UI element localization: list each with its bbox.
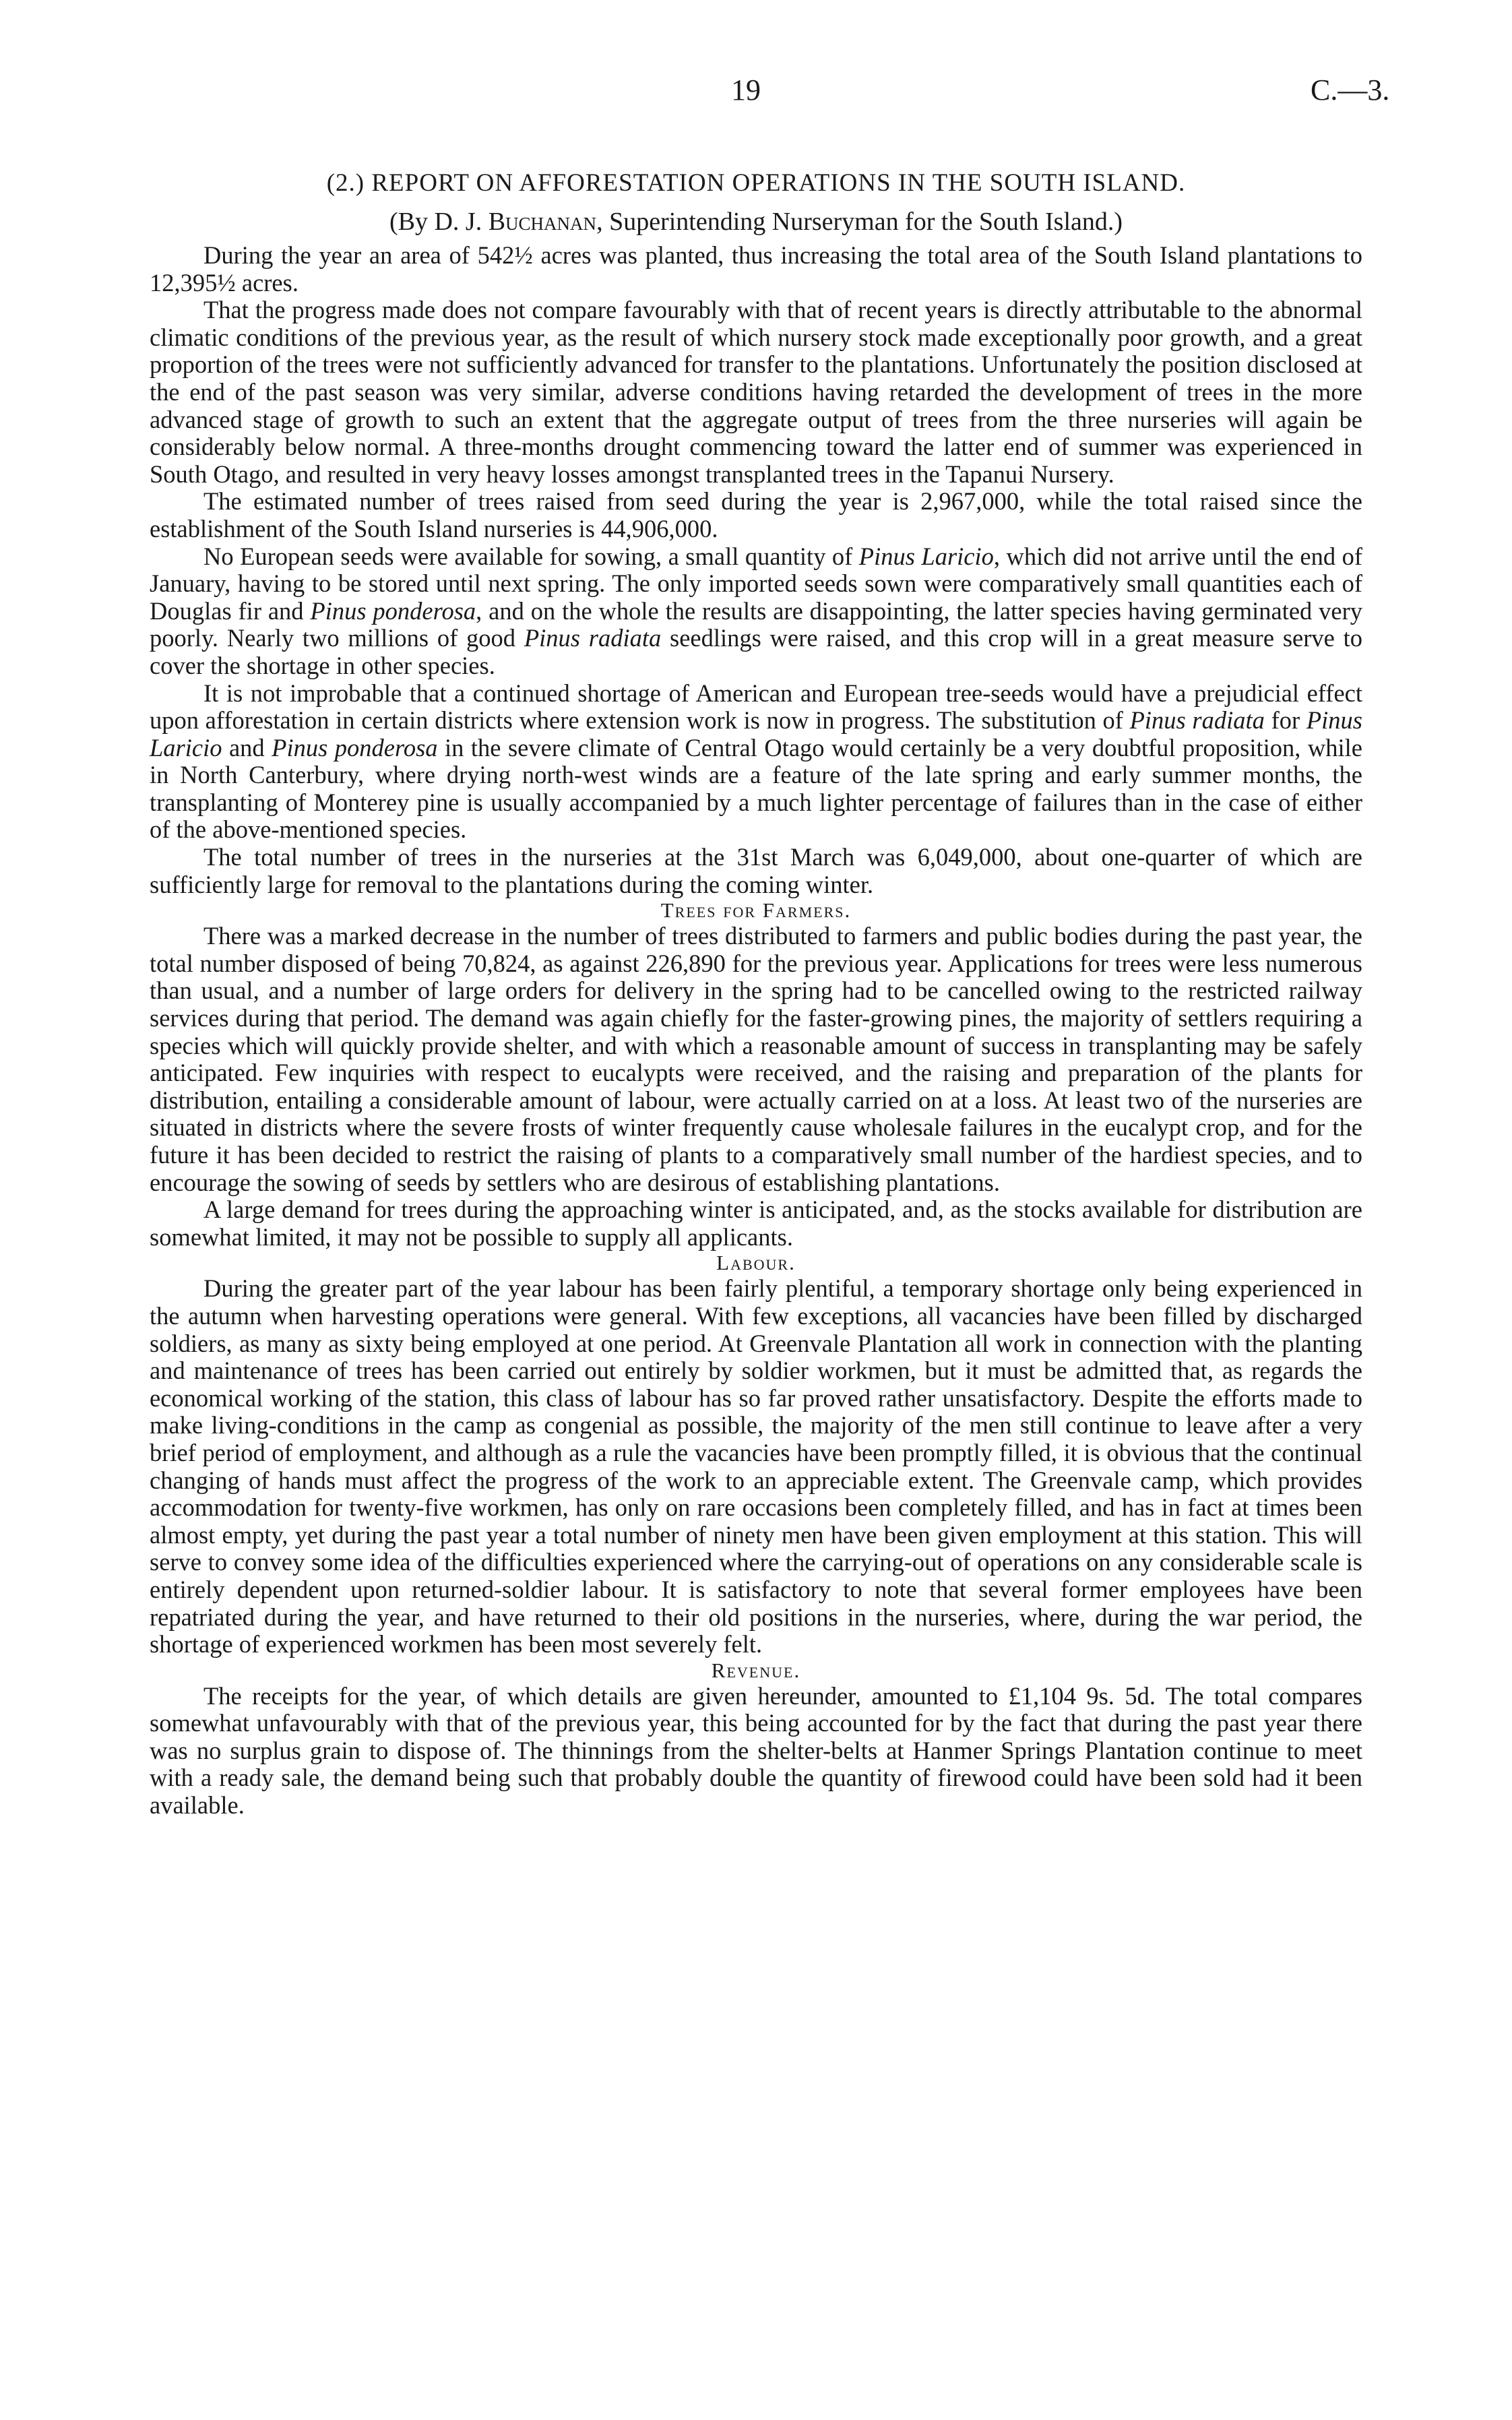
author-name: Buchanan (488, 208, 597, 236)
byline-prefix: (By D. J. (389, 208, 489, 236)
section-heading-labour: Labour. (716, 1251, 796, 1275)
report-title: (2.) REPORT ON AFFORESTATION OPERATIONS IN THE SOUTH ISLAND. (326, 169, 1186, 197)
paragraph-labour: During the greater part of the year labour has been fairly plentiful, a temporary shortage only being experienced in the autumn when harvesting operations were general. With few exceptions, all vacancies have been filled by discharged soldiers, as many as sixty being employed at one period. At Greenvale Plantation all work in connection with the planting and maintenance of trees has been carried out entirely by soldier workmen, but it must be admitted that, as regards the economical working of the station, this class of labour has so far proved rather unsatisfactory. Despite the efforts made to make living-conditions in the camp as congenial as possible, the majority of the men still continue to leave after a very brief period of employment, and although as a rule the vacancies have been promptly filled, it is obvious that the continual changing of hands must affect the progress of the work to an appreciable extent. The Greenvale camp, which provides accommodation for twenty-five workmen, has only on rare occasions been completely filled, and has in fact at times been almost empty, yet during the past year a total number of ninety men have been given employment at this station. This will serve to convey some idea of the difficulties experienced where the carrying-out of operations on any considerable scale is entirely dependent upon returned-soldier labour. It is satisfactory to note that several former employees have been repatriated during the year, and have returned to their old positions in the nurseries, where, during the war period, the shortage of experienced workmen has been most severely felt. (150, 1274, 1362, 1658)
paragraph-demand: A large demand for trees during the approaching winter is anticipated, and, as the stocks available for distribution are somewhat limited, it may not be possible to supply all applicants. (150, 1196, 1362, 1251)
document-code: C.—3. (1311, 73, 1390, 106)
report-body (150, 168, 1362, 1820)
paragraph-area-planted: During the year an area of 542½ acres was planted, thus increasing the total area of the South Island plantations to 12,395½ acres. (150, 241, 1362, 297)
page-number: 19 (731, 73, 761, 106)
paragraph-revenue: The receipts for the year, of which details are given hereunder, amounted to £1,104 9s. 5d. The total compares somewhat unfavourably with that of the previous year, this being accounted for by the fact that during the past year there was no surplus grain to dispose of. The thinnings from the shelter-belts at Hanmer Springs Plantation continue to meet with a ready sale, the demand being such that probably double the quantity of firewood could have been sold had it been available. (150, 1681, 1362, 1820)
section-heading-revenue: Revenue. (711, 1658, 801, 1682)
paragraph-seeds: No European seeds were available for sowing, a small quantity of Pinus Laricio, which did not arrive until the end of January, having to be stored until next spring. The only imported seeds sown were comparatively small quantities each of Douglas fir and Pinus ponderosa, and on the whole the results are disappointing, the latter species having germinated very poorly. Nearly two millions of good Pinus radiata seedlings were raised, and this crop will in a great measure serve to cover the shortage in other species. (150, 542, 1363, 679)
paragraph-nursery-total: The total number of trees in the nurseries at the 31st March was 6,049,000, about one-quarter of which are sufficiently large for removal to the plantations during the coming winter. (150, 843, 1362, 898)
paragraph-distribution: There was a marked decrease in the number of trees distributed to farmers and public bodies during the past year, the total number disposed of being 70,824, as against 226,890 for the previous year. Applications for trees were less numerous than usual, and a number of large orders for delivery in the spring had to be cancelled owing to the restricted railway services during that period. The demand was again chiefly for the faster-growing pines, the majority of settlers requiring a species which will quickly provide shelter, and with which a reasonable amount of success in transplanting may be safely anticipated. Few inquiries with respect to eucalypts were received, and the raising and preparation of the plants for distribution, entailing a considerable amount of labour, were actually carried on at a loss. At least two of the nurseries are situated in districts where the severe frosts of winter frequently cause wholesale failures in the eucalypt crop, and for the future it has been decided to restrict the raising of plants to a comparatively small number of the hardiest species, and to encourage the sowing of seeds by settlers who are desirous of establishing plantations. (150, 922, 1362, 1196)
paragraph-trees-raised: The estimated number of trees raised from seed during the year is 2,967,000, while the total raised since the establishment of the South Island nurseries is 44,906,000. (150, 487, 1362, 542)
report-byline (150, 207, 1362, 237)
section-heading-trees-for-farmers: Trees for Farmers. (660, 898, 852, 923)
byline-suffix: , Superintending Nurseryman for the South Island.) (596, 208, 1123, 236)
paragraph-progress: That the progress made does not compare favourably with that of recent years is directly attributable to the abnormal climatic conditions of the previous year, as the result of which nursery stock made exceptionally poor growth, and a great proportion of the trees were not sufficiently advanced for transfer to the plantations. Unfortunately the position disclosed at the end of the past season was very similar, adverse conditions having retarded the development of trees in the more advanced stage of growth to such an extent that the aggregate output of trees from the three nurseries will again be considerably below normal. A three-months drought commencing toward the latter end of summer was experienced in South Otago, and resulted in very heavy losses amongst transplanted trees in the Tapanui Nursery. (150, 296, 1362, 488)
paragraph-seed-shortage: It is not improbable that a continued shortage of American and European tree-seeds would have a prejudicial effect upon afforestation in certain districts where extension work is now in progress. The substitution of Pinus radiata for Pinus Laricio and Pinus ponderosa in the severe climate of Central Otago would certainly be a very doubtful proposition, while in North Canterbury, where drying north-west winds are a feature of the late spring and early summer months, the transplanting of Monterey pine is usually accompanied by a much lighter percentage of failures than in the case of either of the above-mentioned species. (150, 679, 1362, 844)
